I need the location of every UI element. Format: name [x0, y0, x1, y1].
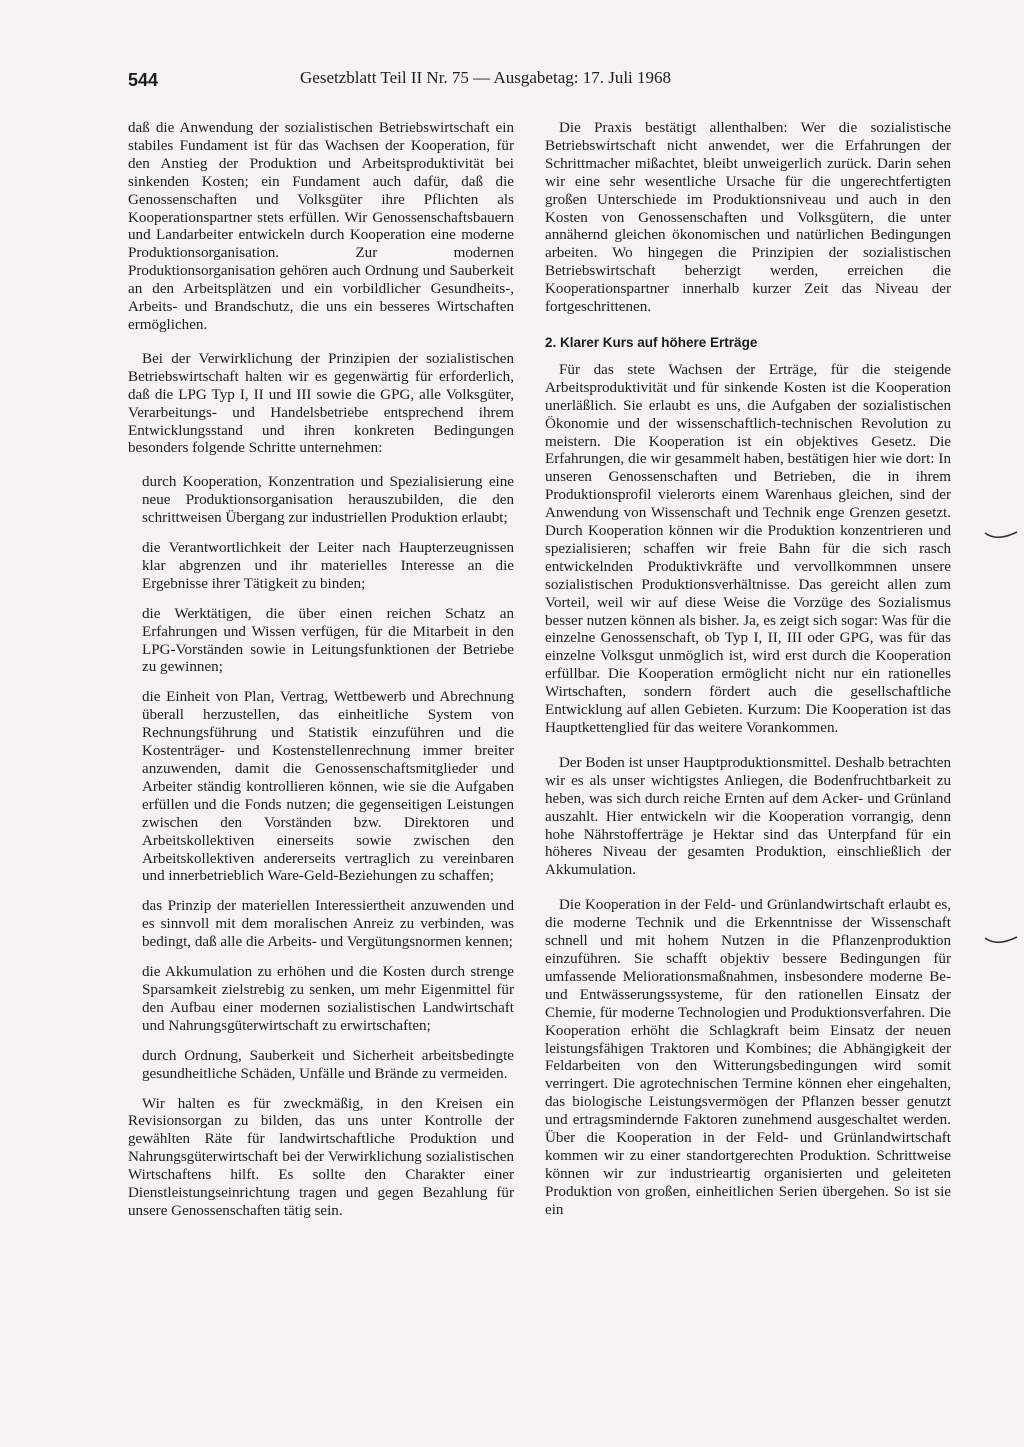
left-column	[128, 120, 514, 1237]
list-item: durch Kooperation, Konzentration und Spezialisierung eine neue Produktionsorganisation herauszubilden, die den schrittweisen Übergang zur industriellen Produktion erlaubt;	[142, 474, 514, 527]
paragraph: Bei der Verwirklichung der Prinzipien der sozialistischen Betriebswirtschaft halten wir es gegenwärtig für erforderlich, daß die LPG Typ I, II und III sowie die GPG, alle Volksgüter, Verarbeitungs- und Handelsbetriebe entsprechend ihrem Entwicklungsstand und ihren konkreten Bedingungen besonders folgende Schritte unternehmen:	[128, 350, 514, 457]
margin-mark-icon	[983, 530, 1019, 542]
section-heading: 2. Klarer Kurs auf höhere Erträge	[545, 334, 758, 350]
running-head: Gesetzblatt Teil II Nr. 75 — Ausgabetag: 17. Juli 1968	[300, 68, 672, 87]
page-number: 544	[128, 70, 159, 90]
list-item: die Verantwortlichkeit der Leiter nach Haupterzeugnissen klar abgrenzen und ihr materielles Interesse an die Ergebnisse ihrer Tätigkeit zu binden;	[142, 540, 514, 592]
margin-mark-icon	[983, 935, 1019, 947]
paragraph: Der Boden ist unser Hauptproduktionsmittel. Deshalb betrachten wir es als unser wichtigstes Anliegen, die Bodenfruchtbarkeit zu heben, was sich durch reiche Ernten auf dem Acker- und Grünland auszahlt. Hier entwickeln wir die Kooperation vorrangig, denn hohe Nährstofferträge je Hektar sind das Unterpfand für ein höheres Niveau der gesamten Produktion, einschließlich der Akkumulation.	[545, 754, 951, 879]
page-header	[128, 62, 956, 92]
paragraph: daß die Anwendung der sozialistischen Betriebswirtschaft ein stabiles Fundament ist für das Wachsen der Kooperation, für den Anstieg der Produktion und Arbeitsproduktivität bei sinkenden Kosten; ein Fundament auch dafür, daß die Genossenschaften und Volksgüter ihre Pflichten als Kooperationspartner stets erfüllen. Wir Genossenschaftsbauern und Landarbeiter entwickeln durch Kooperation eine moderne Produktionsorganisation. Zur modernen Produktionsorganisation gehören auch Ordnung und Sauberkeit an den Arbeitsplätzen und ein vorbildlicher Gesundheits-, Arbeits- und Brandschutz, die uns ein besseres Wirtschaften ermöglichen.	[128, 120, 514, 333]
list-item: die Einheit von Plan, Vertrag, Wettbewerb und Abrechnung überall herzustellen, das einheitliche System von Rechnungsführung und Statistik einzuführen und die Kostenträger- und Kostenstellenrechnung immer breiter anzuwenden, damit die Genossenschaftsmitglieder und Arbeiter ständig kontrollieren können, wie sie die Aufgaben erfüllen und die Fonds nutzen; die gegenseitigen Leistungen zwischen den Vorständen bzw. Direktoren und Arbeitskollektiven einerseits sowie zwischen den Arbeitskollektiven andererseits vertraglich zu vereinbaren und innerbetrieblich Ware-Geld-Beziehungen zu schaffen;	[142, 689, 514, 885]
paragraph: Für das stete Wachsen der Erträge, für die steigende Arbeitsproduktivität und für sinkende Kosten ist die Kooperation unerläßlich. Sie erlaubt es uns, die Aufgaben der sozialistischen Ökonomie und der wissenschaftlich-technischen Revolution zu meistern. Die Kooperation ist ein objektives Gesetz. Die Erfahrungen, die wir gesammelt haben, bestätigen hier wie dort: In unseren Genossenschaften und Betrieben, die in ihrem Produktionsprofil vielerorts einem Warenhaus gleichen, sind der Anwendung von Wissenschaft und Technik enge Grenzen gesetzt. Durch Kooperation können wir die Produktion konzentrieren und spezialisieren; schaffen wir freie Bahn für die sich rasch entwickelnden Produktivkräfte und vervollkommnen unsere sozialistischen Produktionsverhältnisse. Das gereicht allen zum Vorteil, weil wir auf diese Weise die Vorzüge des Sozialismus besser nutzen können als bisher. Ja, es zeigt sich sogar: Was für die einzelne Genossenschaft, ob Typ I, II, III oder GPG, was für das einzelne Volksgut unmöglich ist, wird erst durch die Kooperation erfüllbar. Die Kooperation ermöglicht nicht nur ein rationelles Wirtschaften, sondern fördert auch die gesellschaftliche Entwicklung auf allen Gebieten. Kurzum: Die Kooperation ist das Hauptkettenglied für das weitere Vorankommen.	[545, 361, 951, 736]
list-item: die Werktätigen, die über einen reichen Schatz an Erfahrungen und Wissen verfügen, für die Mitarbeit in den LPG-Vorständen sowie in Leitungsfunktionen der Betriebe zu gewinnen;	[142, 605, 514, 676]
right-column	[545, 120, 951, 1237]
paragraph: Die Kooperation in der Feld- und Grünlandwirtschaft erlaubt es, die moderne Technik und die Erkenntnisse der Wissenschaft schnell und mit hohem Nutzen in die Pflanzenproduktion einzuführen. Sie schafft objektiv bessere Bedingungen für umfassende Meliorationsmaßnahmen, insbesondere moderne Be- und Entwässerungssysteme, für den rationellen Einsatz der Chemie, für moderne Technologien und Produktionsverfahren. Die Kooperation erhöht die Schlagkraft beim Einsatz der neuen leistungsfähigen Traktoren und Kombines; die Abhängigkeit der Feldarbeiten von den Witterungsbedingungen wird somit verringert. Die agrotechnischen Termine können eher eingehalten, das biologische Leistungsvermögen der Pflanzen besser genutzt und ertragsmindernde Faktoren zunehmend ausgeschaltet werden. Über die Kooperation in der Feld- und Grünlandwirtschaft kommen wir zu einer standortgerechten Produktion. Schrittweise können wir zur industrieartig organisierten und geleiteten Produktion von großen, einheitlichen Serien übergehen. So ist sie ein	[545, 897, 951, 1218]
list-item: durch Ordnung, Sauberkeit und Sicherheit arbeitsbedingte gesundheitliche Schäden, Unfälle und Brände zu vermeiden.	[142, 1047, 514, 1082]
list-item: die Akkumulation zu erhöhen und die Kosten durch strenge Sparsamkeit zielstrebig zu senken, um mehr Eigenmittel für den Aufbau einer modernen sozialistischen Landwirtschaft und Nahrungsgüterwirtschaft zu erwirtschaften;	[142, 964, 514, 1034]
paragraph: Wir halten es für zweckmäßig, in den Kreisen ein Revisionsorgan zu bilden, das uns unter Kontrolle der gewählten Räte für landwirtschaftliche Produktion und Nahrungsgüterwirtschaft bei der Verwirklichung sozialistischen Wirtschaftens hilft. Es sollte den Charakter einer Dienstleistungseinrichtung tragen und gegen Bezahlung für unsere Genossenschaften tätig sein.	[128, 1095, 514, 1219]
paragraph: Die Praxis bestätigt allenthalben: Wer die sozialistische Betriebswirtschaft nicht anwendet, wer die Erfahrungen der Schrittmacher mißachtet, bleibt unweigerlich zurück. Darin sehen wir eine sehr wesentliche Ursache für die ungerechtfertigten großen Unterschiede im Produktionsniveau und auch in den Kosten von Genossenschaften und Volksgütern, die unter annähernd gleichen ökonomischen und natürlichen Bedingungen arbeiten. Wo hingegen die Prinzipien der sozialistischen Betriebswirtschaft beherzigt werden, erreichen die Kooperationspartner innerhalb kurzer Zeit das Niveau der fortgeschrittenen.	[545, 120, 951, 316]
list-item: das Prinzip der materiellen Interessiertheit anzuwenden und es sinnvoll mit dem moralischen Anreiz zu verbinden, was bedingt, daß alle die Arbeits- und Vergütungsnormen kennen;	[142, 898, 514, 951]
